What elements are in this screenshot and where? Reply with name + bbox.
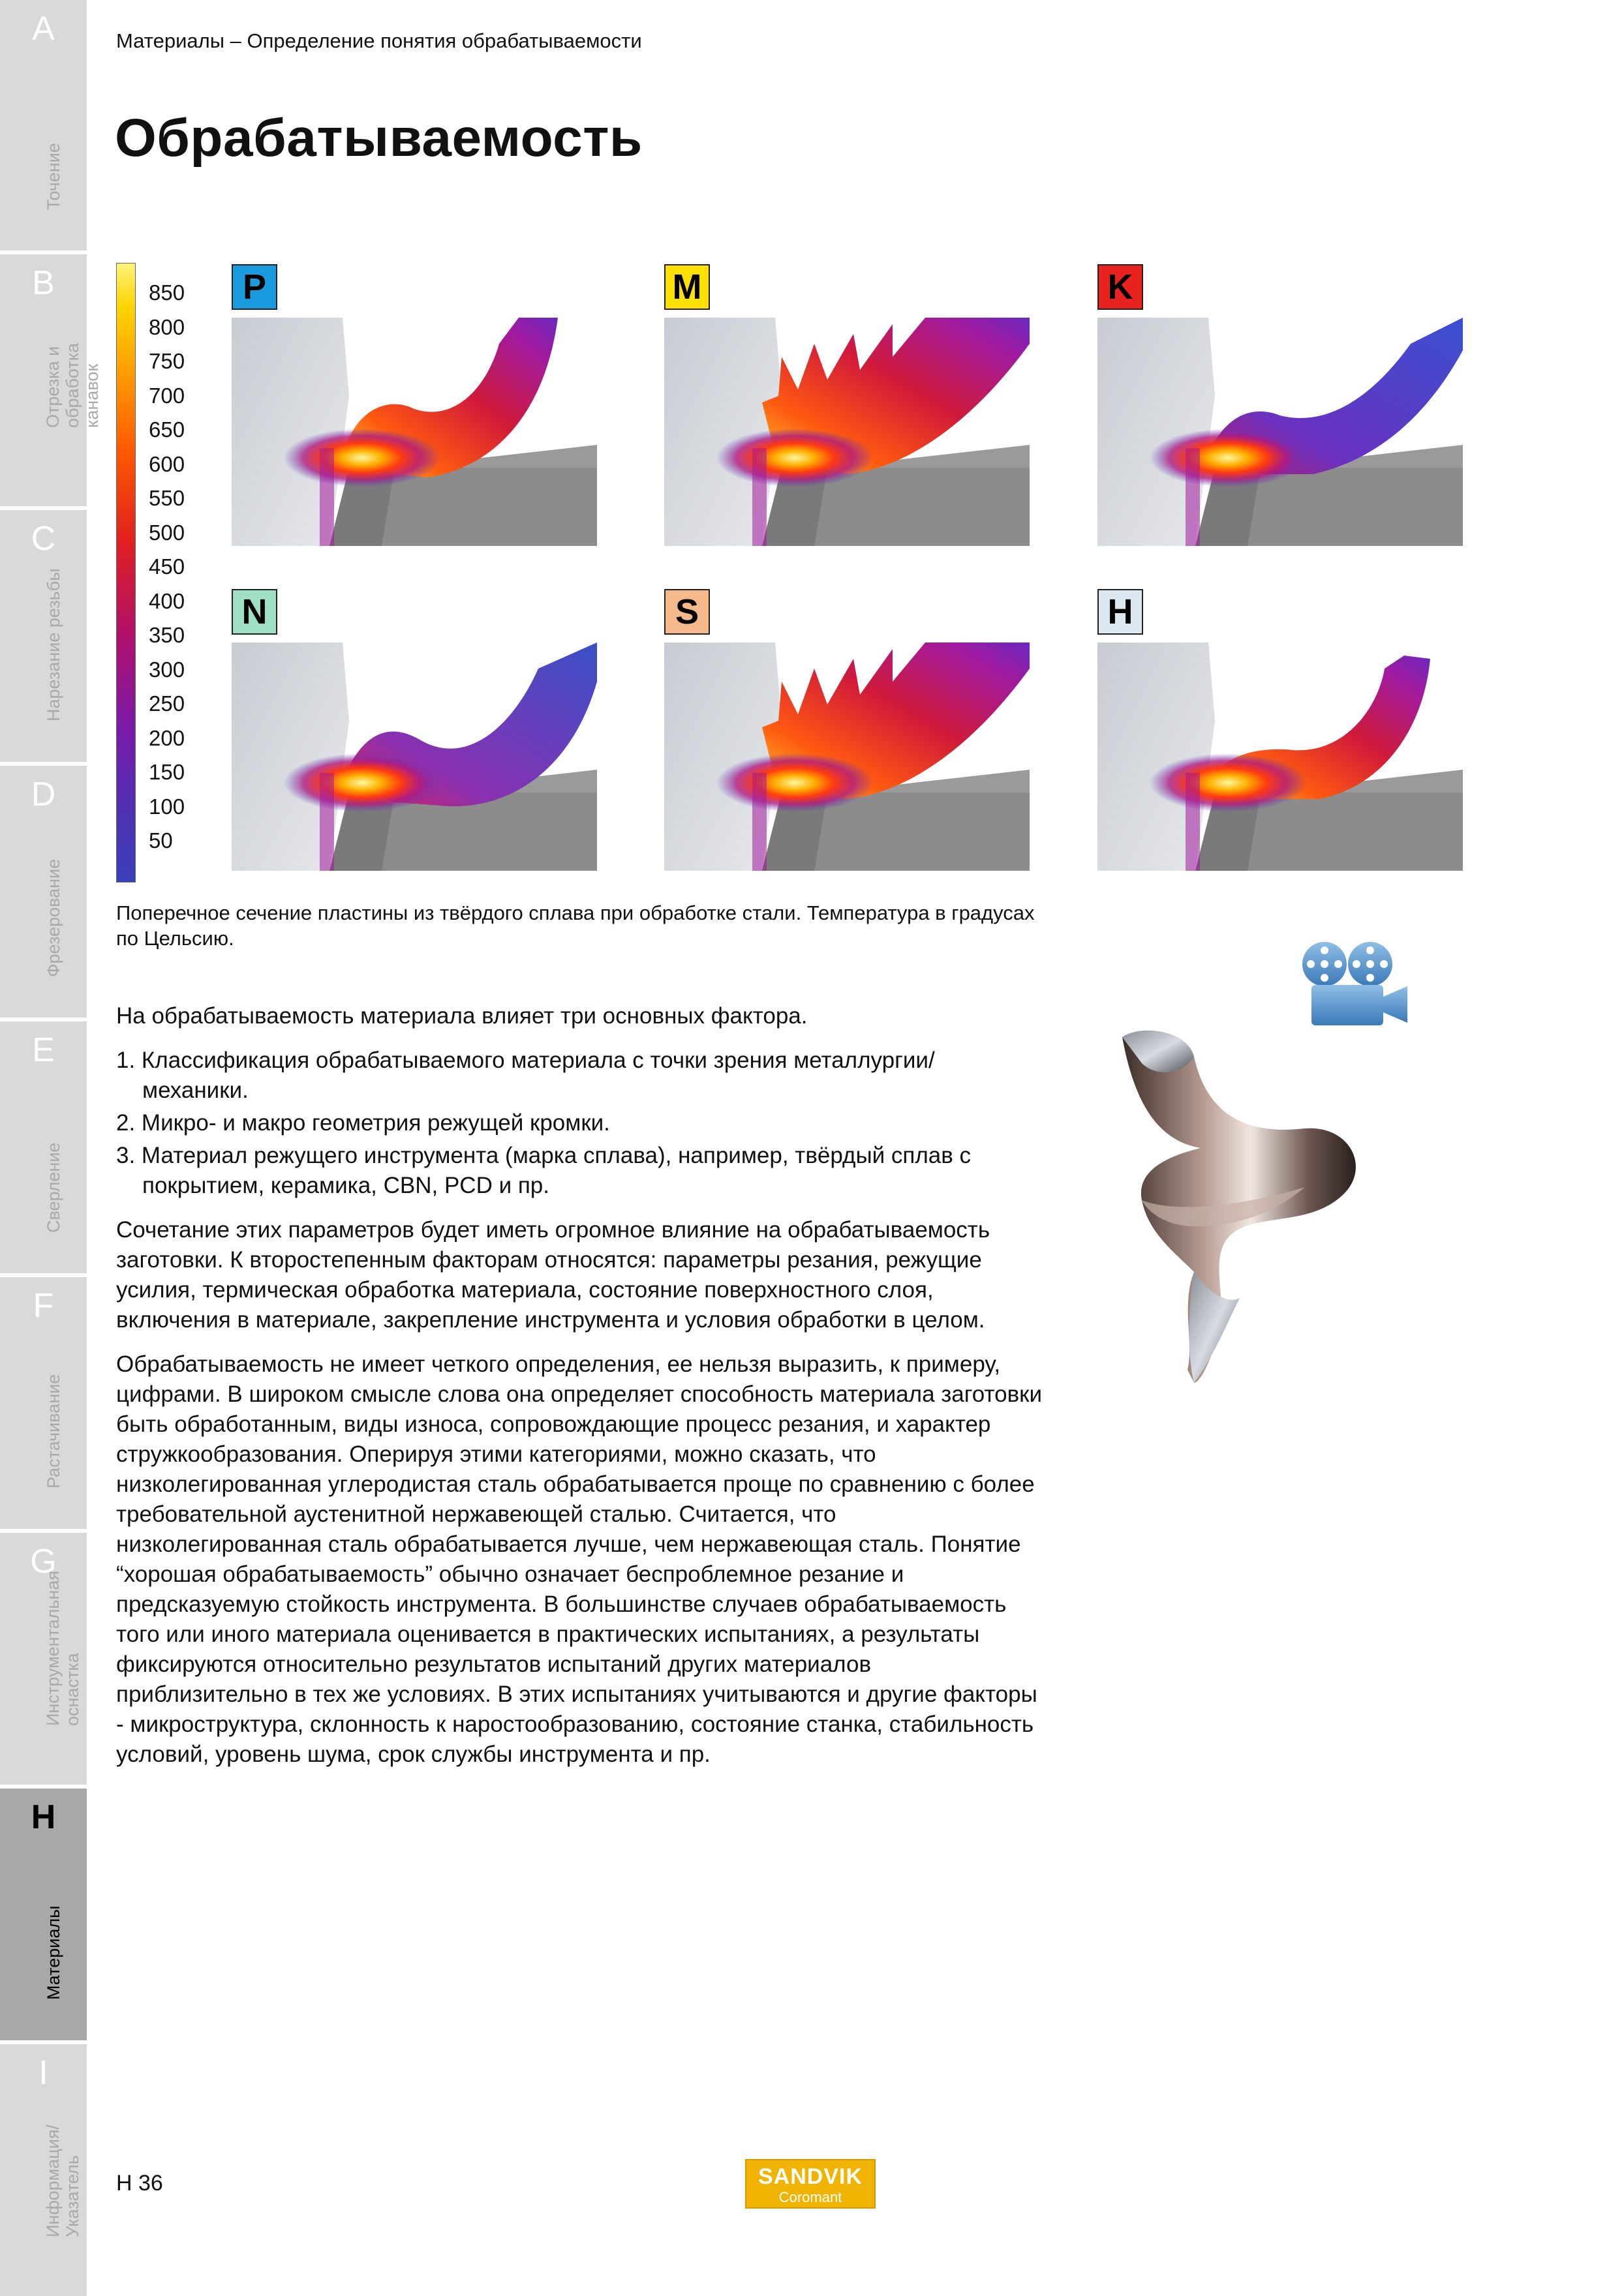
tab-label: Нарезание резьбы bbox=[44, 568, 63, 721]
simulation-panel-p bbox=[232, 318, 602, 546]
tab-label: Инструментальная оснастка bbox=[43, 1570, 82, 1726]
tab-c[interactable] bbox=[0, 510, 87, 766]
logo-brand: SANDVIK bbox=[758, 2164, 863, 2189]
tab-letter: D bbox=[31, 776, 56, 813]
tab-label: Материалы bbox=[44, 1905, 63, 2000]
chapter-tabs bbox=[0, 0, 102, 2296]
tab-letter: G bbox=[30, 1543, 57, 1580]
scale-label: 200 bbox=[149, 725, 185, 750]
tab-a[interactable] bbox=[0, 0, 87, 254]
page-number: H 36 bbox=[116, 2171, 163, 2196]
list-item: 3. Материал режущего инструмента (марка сплава), например, твёрдый сплав с покрытием, керамика, CBN, PCD и пр. bbox=[116, 1143, 972, 1198]
tab-letter: F bbox=[33, 1287, 54, 1325]
tab-b[interactable] bbox=[0, 254, 102, 510]
scale-label: 800 bbox=[149, 314, 185, 339]
material-badge-p: P bbox=[232, 264, 277, 310]
tab-letter: E bbox=[32, 1031, 55, 1069]
tab-e[interactable] bbox=[0, 1021, 87, 1277]
tab-label: Информация/ Указатель bbox=[43, 2124, 82, 2237]
material-badge-m: M bbox=[664, 264, 710, 310]
scale-label: 500 bbox=[149, 520, 185, 545]
scale-label: 250 bbox=[149, 691, 185, 716]
tab-h[interactable] bbox=[0, 1789, 87, 2044]
scale-label: 750 bbox=[149, 349, 185, 373]
simulation-panel-h bbox=[1097, 642, 1467, 871]
sandvik-coromant-logo bbox=[745, 2159, 876, 2209]
scale-label: 350 bbox=[149, 623, 185, 647]
simulation-panel-m bbox=[664, 318, 1034, 546]
scale-label: 650 bbox=[149, 417, 185, 442]
breadcrumb: Материалы – Определение понятия обрабатываемости bbox=[116, 29, 642, 52]
scale-label: 400 bbox=[149, 588, 185, 613]
tab-label: Фрезерование bbox=[44, 858, 63, 977]
tab-label: Точение bbox=[44, 143, 63, 210]
tab-f[interactable] bbox=[0, 1277, 87, 1533]
scale-label: 850 bbox=[149, 280, 185, 305]
material-badge-h: H bbox=[1097, 589, 1143, 635]
list-item: 1. Классификация обрабатываемого материала с точки зрения металлургии/ механики. bbox=[116, 1048, 935, 1103]
simulation-panel-n bbox=[232, 642, 602, 871]
scale-label: 700 bbox=[149, 383, 185, 408]
material-badge-s: S bbox=[664, 589, 710, 635]
paragraph: Сочетание этих параметров будет иметь огромное влияние на обрабатываемость заготовки. К второстепенным факторам относятся: параметры резания, режущие усилия, термическая обработка материала, состояние поверхностного слоя, включения в материале, закрепление инструмента и условия обработки в целом. bbox=[116, 1217, 990, 1333]
temperature-scale-bar bbox=[116, 263, 136, 883]
tab-letter: H bbox=[31, 1798, 56, 1836]
scale-label: 150 bbox=[149, 760, 185, 784]
video-camera-icon[interactable] bbox=[1295, 939, 1413, 1031]
tab-d[interactable] bbox=[0, 766, 87, 1021]
list-item: 2. Микро- и макро геометрия режущей кромки. bbox=[116, 1110, 610, 1136]
simulation-panel-k bbox=[1097, 318, 1467, 546]
tab-label: Отрезка и обработка канавок bbox=[43, 342, 102, 428]
scale-label: 100 bbox=[149, 794, 185, 819]
material-badge-n: N bbox=[232, 589, 277, 635]
scale-label: 300 bbox=[149, 657, 185, 682]
tab-label: Растачивание bbox=[44, 1374, 63, 1488]
intro-paragraph: На обрабатываемость материала влияет три основных фактора. bbox=[116, 1003, 808, 1029]
tab-letter: C bbox=[31, 520, 56, 558]
tab-letter: B bbox=[32, 264, 55, 302]
tab-label: Сверление bbox=[44, 1142, 63, 1233]
scale-label: 600 bbox=[149, 451, 185, 476]
metal-chip-photo bbox=[1096, 1018, 1370, 1389]
simulation-panel-s bbox=[664, 642, 1034, 871]
tab-i[interactable] bbox=[0, 2044, 87, 2296]
material-badge-k: K bbox=[1097, 264, 1143, 310]
page-title: Обрабатываемость bbox=[115, 108, 643, 168]
tab-letter: A bbox=[32, 10, 55, 48]
logo-sub: Coromant bbox=[778, 2189, 842, 2205]
scale-label: 550 bbox=[149, 486, 185, 510]
scale-label: 50 bbox=[149, 828, 173, 853]
figure-caption: Поперечное сечение пластины из твёрдого сплава при обработке стали. Температура в градусах по Цельсию. bbox=[116, 901, 1035, 950]
scale-label: 450 bbox=[149, 554, 185, 579]
paragraph: Обрабатываемость не имеет четкого определения, ее нельзя выразить, к примеру, цифрами. В широком смысле слова она определяет способность материала заготовки быть обработанным, виды износа, сопровождающие процесс резания, и характер стружкообразования. Оперируя этими категориями, можно сказать, что низколегированная углеродистая сталь обрабатывается проще по сравнению с более требовательной аустенитной нержавеющей сталью. Считается, что низколегированная сталь обрабатывается лучше, чем нержавеющая сталь. Понятие “хорошая обрабатываемость” обычно означает беспроблемное резание и предсказуемую стойкость инструмента. В большинстве случаев обрабатываемость того или иного материала оценивается в практических испытаниях, а результаты фиксируются относительно результатов испытаний других материалов приблизительно в тех же условиях. В этих испытаниях учитываются и другие факторы - микроструктура, склонность к наростообразованию, состояние станка, стабильность условий, уровень шума, срок службы инструмента и пр. bbox=[116, 1352, 1043, 1767]
body-text bbox=[116, 1001, 1043, 1784]
tab-g[interactable] bbox=[0, 1533, 87, 1789]
factor-list bbox=[116, 1046, 1043, 1201]
tab-letter: I bbox=[38, 2054, 48, 2092]
